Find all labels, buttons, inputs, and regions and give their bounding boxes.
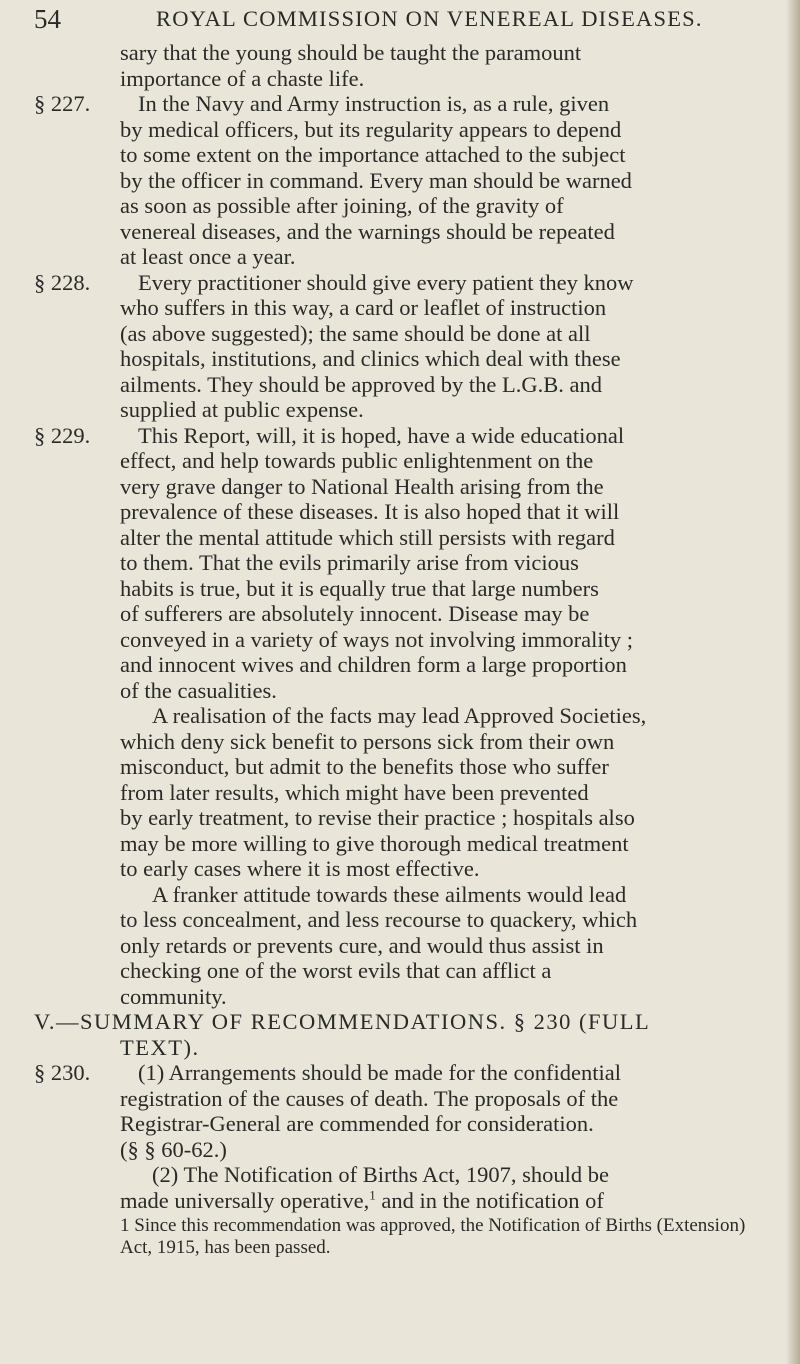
text-line: community.	[120, 983, 227, 1009]
section-229-paragraph-3	[34, 882, 764, 1010]
section-229-paragraph-2	[34, 703, 764, 882]
text-line: effect, and help towards public enlightenment on the	[120, 448, 594, 473]
text-line: alter the mental attitude which still persists with regard	[120, 524, 615, 550]
text-line: (2) The Notification of Births Act, 1907, should be	[152, 1162, 610, 1187]
footnote-line: Act, 1915, has been passed.	[120, 1237, 331, 1258]
text-line: made universally operative,$^1$ and in the notification of	[120, 1187, 604, 1213]
section-heading	[34, 1009, 764, 1060]
text-line: This Report, will, it is hoped, have a wide educational	[138, 422, 625, 448]
text-line: at least once a year.	[120, 244, 296, 269]
section-label: § 230.	[34, 1060, 91, 1085]
text-line: conveyed in a variety of ways not involving immorality ;	[120, 626, 634, 652]
text-line: (as above suggested); the same should be done at all	[120, 320, 591, 346]
text-line: habits is true, but it is equally true that large numbers	[120, 575, 599, 601]
page-edge-shadow	[786, 0, 800, 1364]
heading-line: TEXT).	[120, 1034, 200, 1060]
text-line: A realisation of the facts may lead Approved Societies,	[152, 703, 647, 728]
heading-line: V.—SUMMARY OF RECOMMENDATIONS. § 230 (FULL	[34, 1009, 651, 1034]
text-line: In the Navy and Army instruction is, as a rule, given	[138, 91, 610, 116]
footnote	[34, 1215, 764, 1259]
section-230	[34, 1060, 764, 1213]
footnote-reference: 1	[369, 1187, 376, 1202]
text-line: as soon as possible after joining, of the gravity of	[120, 193, 564, 218]
text-line: misconduct, but admit to the benefits those who suffer	[120, 754, 609, 779]
continued-paragraph	[34, 40, 764, 91]
text-line: prevalence of these diseases. It is also hoped that it will	[120, 499, 620, 524]
text-line: of the casualities.	[120, 677, 277, 703]
text-line: (1) Arrangements should be made for the confidential	[138, 1060, 621, 1085]
text-line: supplied at public expense.	[120, 397, 364, 422]
text-line: very grave danger to National Health arising from the	[120, 473, 604, 499]
page-header	[34, 4, 780, 44]
section-label: § 227.	[34, 91, 91, 116]
text-line: may be more willing to give thorough medical treatment	[120, 830, 629, 856]
text-line: importance of a chaste life.	[120, 65, 365, 91]
text-line: by the officer in command. Every man should be warned	[120, 167, 632, 193]
section-229	[34, 423, 764, 704]
text-line: to early cases where it is most effective.	[120, 856, 480, 881]
text-line: who suffers in this way, a card or leaflet of instruction	[120, 295, 607, 320]
text-line: venereal diseases, and the warnings should be repeated	[120, 218, 615, 244]
section-label: § 229.	[34, 422, 91, 448]
text-line: only retards or prevents cure, and would thus assist in	[120, 932, 604, 958]
text-line: registration of the causes of death. The proposals of the	[120, 1085, 619, 1111]
text-line: which deny sick benefit to persons sick from their own	[120, 728, 615, 754]
text-line: to them. That the evils primarily arise from vicious	[120, 550, 579, 575]
text-line: sary that the young should be taught the paramount	[120, 40, 582, 65]
page-number: 54	[34, 4, 61, 34]
section-227	[34, 91, 764, 270]
text-line: Registrar-General are commended for consideration.	[120, 1111, 594, 1136]
text-line: hospitals, institutions, and clinics which deal with these	[120, 346, 621, 371]
section-label: § 228.	[34, 269, 91, 295]
text-line: Every practitioner should give every patient they know	[138, 269, 634, 295]
text-line: from later results, which might have been prevented	[120, 779, 589, 805]
text-line: A franker attitude towards these ailments would lead	[152, 881, 627, 907]
text-line: by early treatment, to revise their practice ; hospitals also	[120, 805, 635, 830]
text-line: to less concealment, and less recourse to quackery, which	[120, 907, 638, 932]
footnote-line: 1 Since this recommendation was approved, the Notification of Births (Extension)	[120, 1215, 746, 1236]
page-body	[34, 40, 764, 1259]
section-228	[34, 270, 764, 423]
text-line: and innocent wives and children form a large proportion	[120, 652, 627, 677]
text-line: of sufferers are absolutely innocent. Disease may be	[120, 601, 590, 626]
text-line: checking one of the worst evils that can afflict a	[120, 958, 552, 983]
text-line: ailments. They should be approved by the L.G.B. and	[120, 371, 602, 397]
running-head: ROYAL COMMISSION ON VENEREAL DISEASES.	[156, 6, 703, 31]
text-line: by medical officers, but its regularity appears to depend	[120, 116, 622, 142]
text-line: (§ § 60-62.)	[120, 1136, 227, 1162]
text-line-with-footnote-ref	[120, 1188, 764, 1214]
text-line: to some extent on the importance attached to the subject	[120, 142, 626, 167]
